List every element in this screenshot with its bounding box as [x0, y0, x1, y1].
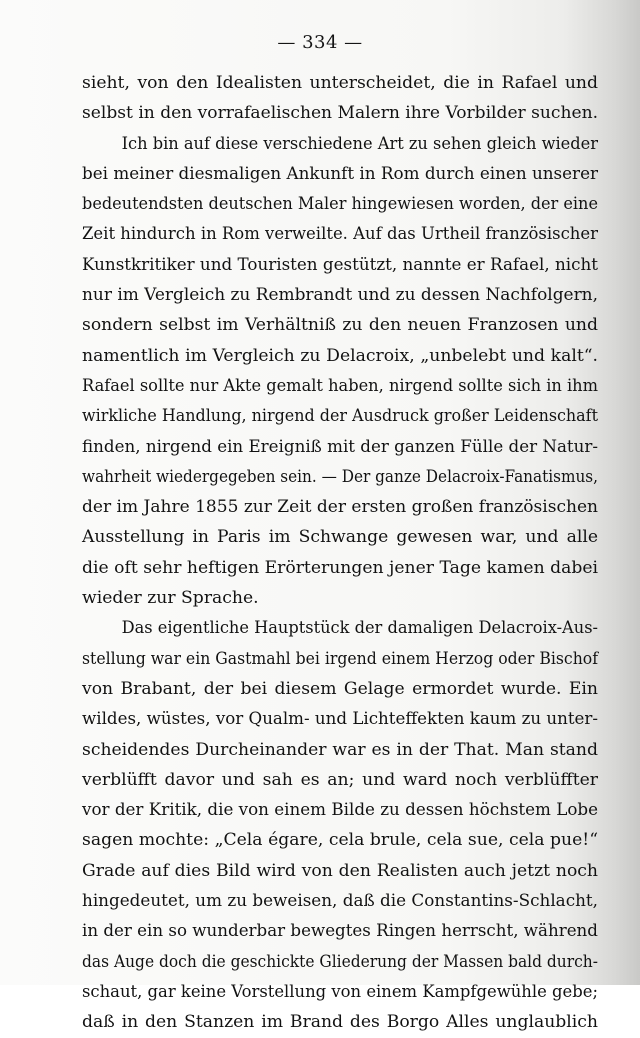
page-number: — 334 — — [277, 32, 363, 53]
text-line: Rafael sollte nur Akte gemalt haben, nirgend sollte sich in ihm — [82, 375, 599, 396]
text-line: das Auge doch die geschickte Gliederung der Massen bald durch- — [82, 951, 598, 972]
text-line: selbst in den vorrafaelischen Malern ihre Vorbilder suchen. — [82, 103, 598, 124]
text-line: finden, nirgend ein Ereigniß mit der ganzen Fülle der Natur- — [82, 436, 599, 457]
text-line: der im Jahre 1855 zur Zeit der ersten großen französischen — [82, 497, 599, 518]
text-line: schaut, gar keine Vorstellung von einem Kampfgewühle gebe; — [82, 981, 598, 1002]
text-line: nur im Vergleich zu Rembrandt und zu dessen Nachfolgern, — [82, 285, 598, 306]
text-line: wildes, wüstes, vor Qualm- und Lichteffekten kaum zu unter- — [82, 709, 599, 730]
text-line: stellung war ein Gastmahl bei irgend einem Herzog oder Bischof — [82, 648, 598, 669]
text-line: Kunstkritiker und Touristen gestützt, nannte er Rafael, nicht — [82, 254, 599, 275]
text-line: wirkliche Handlung, nirgend der Ausdruck großer Leidenschaft — [82, 406, 598, 427]
text-line: vor der Kritik, die von einem Bilde zu dessen höchstem Lobe — [82, 800, 599, 821]
text-line: sondern selbst im Verhältniß zu den neuen Franzosen und — [82, 315, 598, 336]
text-line: wieder zur Sprache. — [82, 588, 259, 609]
text-line: Zeit hindurch in Rom verweilte. Auf das Urtheil französischer — [82, 224, 599, 245]
text-line: Das eigentliche Hauptstück der damaligen Delacroix-Aus- — [121, 618, 598, 639]
text-line: Ausstellung in Paris im Schwange gewesen war, und alle — [82, 527, 598, 548]
text-line: wahrheit wiedergegeben sein. — Der ganze Delacroix-Fanatismus, — [82, 466, 598, 487]
text-line: Ich bin auf diese verschiedene Art zu sehen gleich wieder — [121, 133, 599, 154]
body-text — [82, 68, 598, 1038]
text-line: hingedeutet, um zu beweisen, daß die Constantins-Schlacht, — [82, 891, 598, 912]
text-line: sagen mochte: „Cela égare, cela brule, cela sue, cela pue!“ — [82, 830, 598, 851]
text-line: scheidendes Durcheinander war es in der That. Man stand — [82, 739, 598, 760]
text-line: daß in den Stanzen im Brand des Borgo Alles unglaublich — [82, 1012, 598, 1033]
paragraph — [82, 129, 598, 614]
text-line: von Brabant, der bei diesem Gelage ermordet wurde. Ein — [82, 678, 598, 699]
text-line: sieht, von den Idealisten unterscheidet, die in Rafael und — [82, 73, 598, 93]
text-line: die oft sehr heftigen Erörterungen jener Tage kamen dabei — [82, 557, 599, 578]
text-line: bedeutendsten deutschen Maler hingewiesen worden, der eine — [82, 194, 598, 215]
text-line: verblüfft davor und sah es an; und ward noch verblüffter — [82, 769, 598, 790]
paragraph — [82, 613, 598, 1037]
text-line: namentlich im Vergleich zu Delacroix, „unbelebt und kalt“. — [82, 345, 598, 366]
paragraph — [82, 68, 598, 129]
text-line: in der ein so wunderbar bewegtes Ringen herrscht, während — [82, 921, 598, 942]
text-line: Grade auf dies Bild wird von den Realisten auch jetzt noch — [82, 860, 598, 881]
text-line: bei meiner diesmaligen Ankunft in Rom durch einen unserer — [82, 163, 599, 184]
